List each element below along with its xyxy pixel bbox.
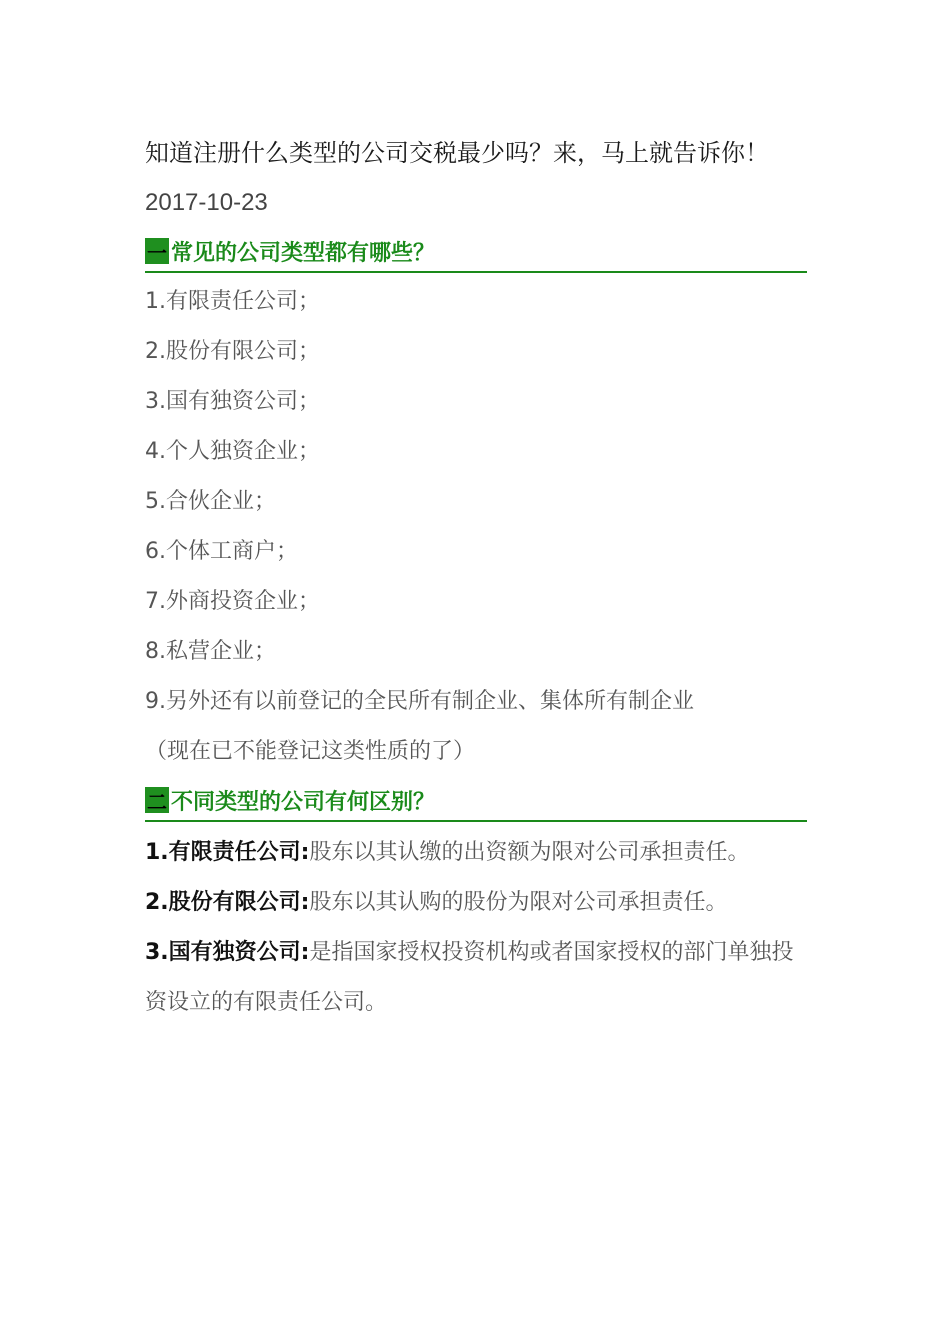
list-item — [145, 677, 807, 777]
list-item — [145, 928, 807, 1028]
list-item — [145, 828, 807, 878]
term-label: 1.有限责任公司: — [145, 840, 310, 865]
list-item-note: （现在已不能登记这类性质的了） — [145, 739, 476, 764]
list-item: 8.私营企业； — [145, 639, 276, 664]
document-page — [145, 128, 807, 1028]
company-difference-list — [145, 828, 807, 1028]
section-marker: 一 — [145, 238, 169, 264]
list-item: 6.个体工商户； — [145, 539, 298, 564]
list-item: 4.个人独资企业； — [145, 439, 320, 464]
section-heading-text: 常见的公司类型都有哪些？ — [171, 240, 436, 266]
list-item: 7.外商投资企业； — [145, 589, 320, 614]
section-marker: 二 — [145, 787, 169, 813]
term-description: 是指国家授权投资机构或者国家授权的部门单独投资设立的有限责任公司。 — [145, 940, 794, 1015]
list-item: 1.有限责任公司； — [145, 289, 320, 314]
term-description: 股东以其认购的股份为限对公司承担责任。 — [309, 890, 728, 915]
list-item: 3.国有独资公司； — [145, 389, 320, 414]
article-date: 2017-10-23 — [145, 189, 268, 216]
company-type-list — [145, 277, 807, 777]
list-item: 2.股份有限公司； — [145, 339, 320, 364]
term-description: 股东以其认缴的出资额为限对公司承担责任。 — [309, 840, 750, 865]
list-item-text: 9.另外还有以前登记的全民所有制企业、集体所有制企业 — [145, 689, 694, 714]
list-item — [145, 878, 807, 928]
term-label: 2.股份有限公司: — [145, 890, 310, 915]
section-heading-differences — [145, 780, 807, 822]
list-item: 5.合伙企业； — [145, 489, 276, 514]
section-heading-text: 不同类型的公司有何区别？ — [171, 789, 436, 815]
article-title: 知道注册什么类型的公司交税最少吗？来，马上就告诉你！ — [145, 139, 769, 167]
section-heading-company-types — [145, 231, 807, 273]
term-label: 3.国有独资公司: — [145, 940, 310, 965]
